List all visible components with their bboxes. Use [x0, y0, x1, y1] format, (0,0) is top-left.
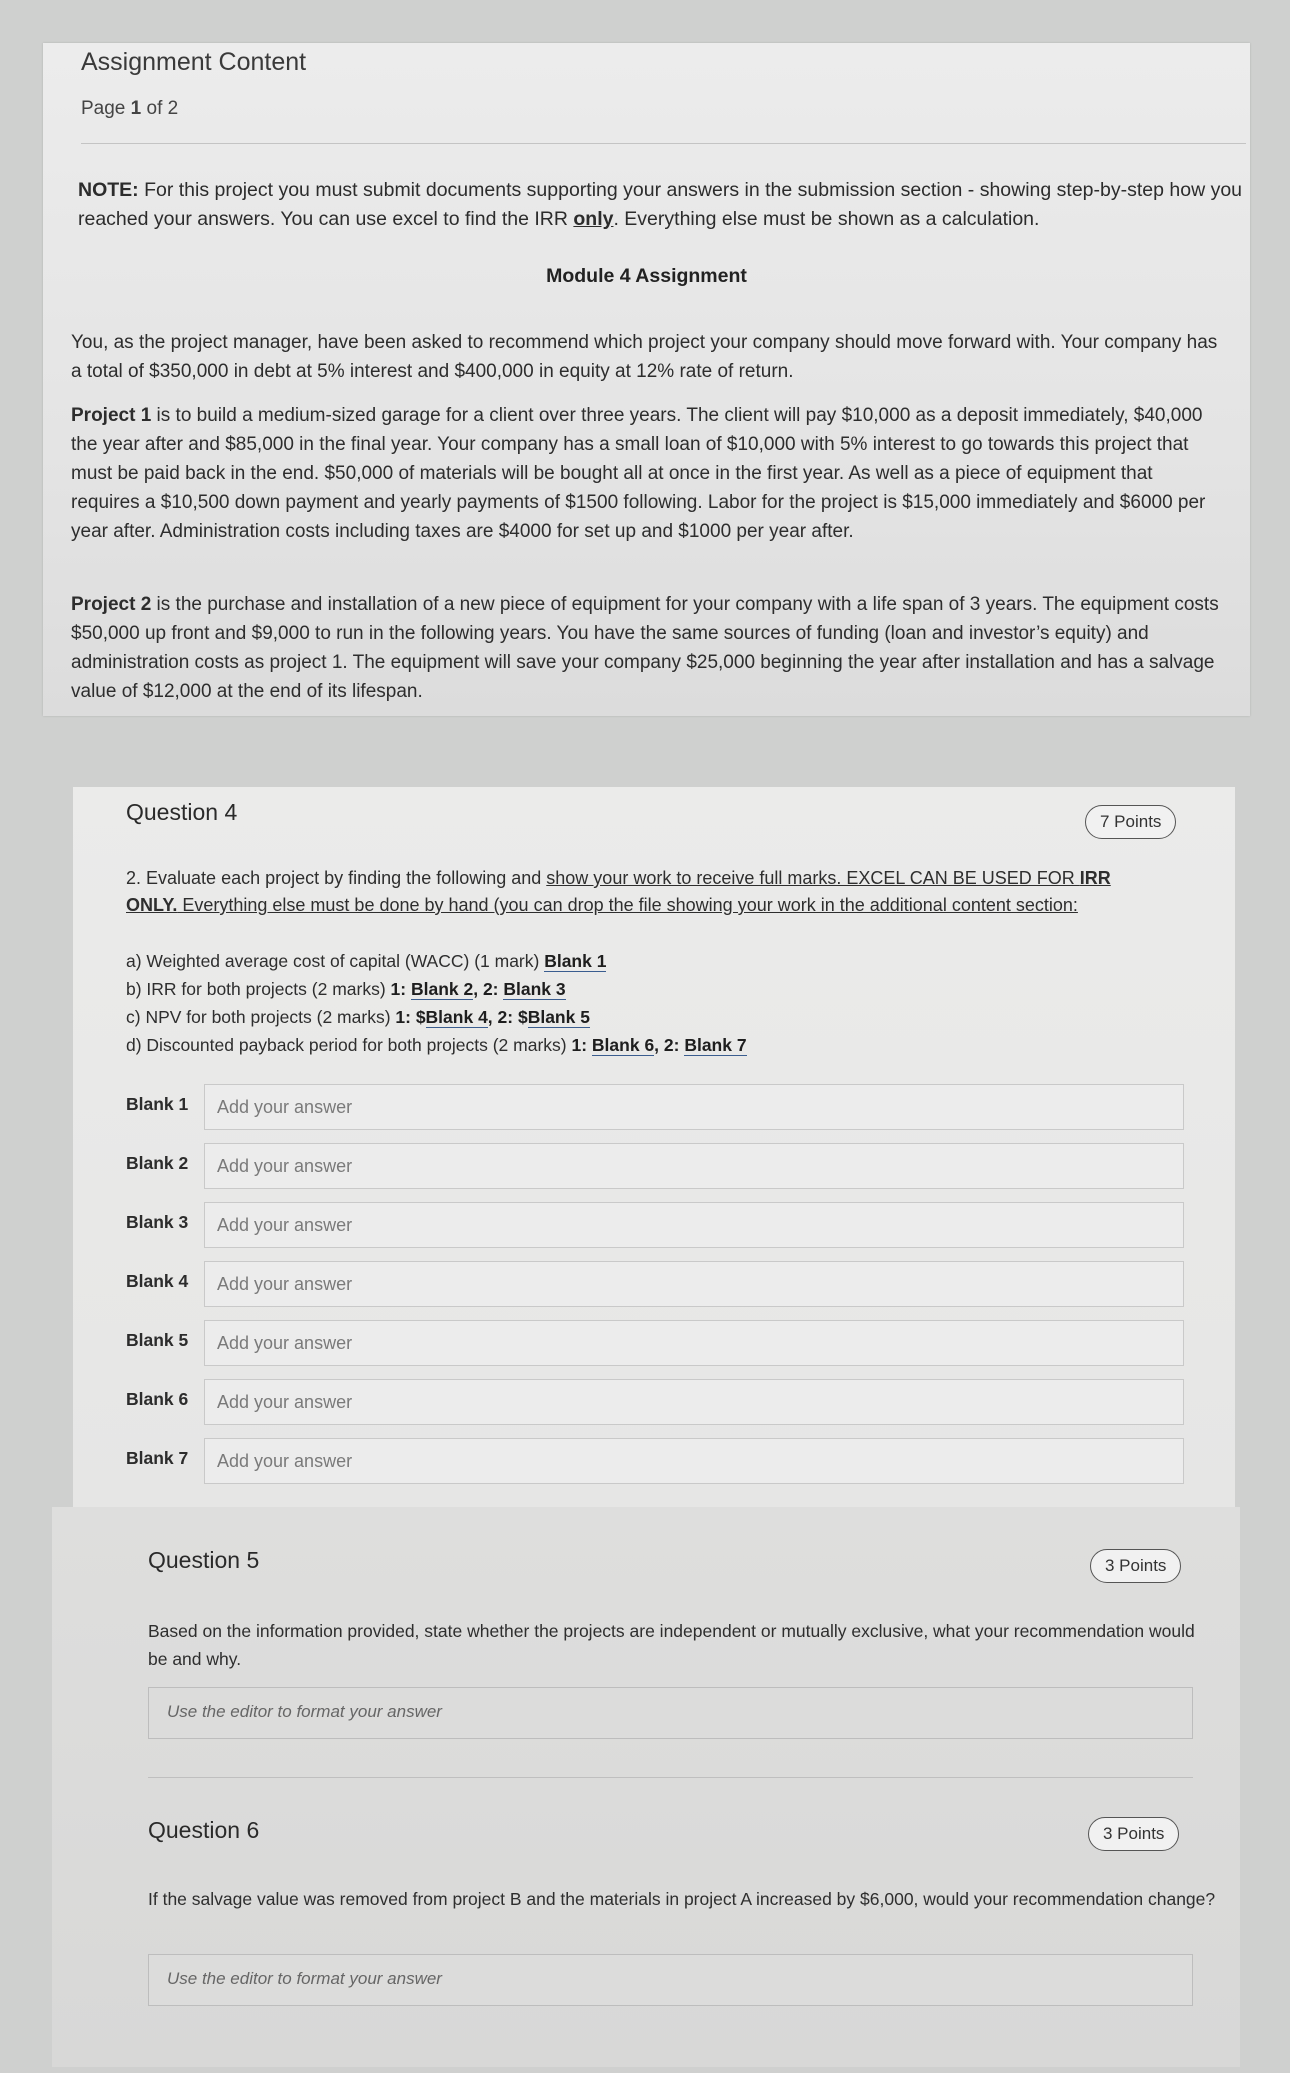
note-paragraph: [78, 176, 1248, 234]
project1-text: is to build a medium-sized garage for a client over three years. The client will pay $10,000 as a deposit immediately, $40,000 the year after and $85,000 in the final year. Your company has a small loan of $10,000 with 5% interest to go towards this project that must be paid back in the end. $50,000 of materials will be bought all at once in the first year. As well as a piece of equipment that requires a $10,500 down payment and yearly payments of $1500 following. Labor for the project is $15,000 immediately and $6000 per year after. Administration costs including taxes are $4000 for set up and $1000 per year after.: [71, 405, 1206, 542]
blank-6-row: [126, 1379, 1181, 1427]
question-5-title: Question 5: [148, 1547, 260, 1573]
list-item: [126, 975, 1026, 1003]
assignment-title: Assignment Content: [81, 48, 307, 76]
question-4-subitems: [126, 947, 1026, 1059]
q4-irr-only[interactable]: IRR ONLY.: [126, 868, 1111, 915]
note-emphasis: only: [573, 208, 614, 230]
question-6-points-badge: 3 Points: [1088, 1817, 1179, 1851]
page-label: Page: [81, 98, 126, 119]
page-indicator: [81, 98, 178, 120]
item-prefix: 1:: [390, 979, 411, 999]
list-item: [126, 1003, 1026, 1031]
blank-5-row: [126, 1320, 1181, 1368]
note-label: NOTE:: [78, 179, 139, 201]
blank-6-label: Blank 6: [126, 1389, 189, 1409]
module-title: Module 4 Assignment: [546, 265, 747, 287]
page-of: of 2: [146, 98, 179, 119]
item-text: b) IRR for both projects (2 marks): [126, 979, 391, 999]
list-item: [126, 947, 1026, 975]
item-text: a) Weighted average cost of capital (WACC) (1 mark): [126, 951, 545, 971]
q4-instruction-link[interactable]: show your work to receive full marks. EXCEL CAN BE USED FOR: [546, 868, 1080, 888]
question-6-prompt: If the salvage value was removed from project B and the materials in project A increased by $6,000, would your recommendation change?: [148, 1889, 1216, 1909]
q4-instruction-link-2[interactable]: Everything else must be done by hand (you can drop the file showing your work in the additional content section:: [177, 895, 1078, 915]
blank-7-label: Blank 7: [126, 1448, 189, 1468]
question-4-prompt: [126, 865, 1126, 919]
question-6-title: Question 6: [148, 1817, 260, 1843]
item-text: c) NPV for both projects (2 marks): [126, 1007, 396, 1027]
blank-7-row: [126, 1438, 1181, 1486]
blank-3-label: Blank 3: [126, 1212, 189, 1232]
intro-paragraph: You, as the project manager, have been asked to recommend which project your company should move forward with. Your company has a total of $350,000 in debt at 5% interest and $400,000 in equity at 12% rate of return.: [71, 332, 1218, 382]
blank-6-input[interactable]: [204, 1379, 1184, 1425]
item-prefix: 1: $: [395, 1007, 426, 1027]
question-6-editor[interactable]: [148, 1954, 1193, 2006]
question-5-editor[interactable]: [148, 1687, 1193, 1739]
blank-1-label: Blank 1: [126, 1094, 189, 1114]
blank-2-input[interactable]: [204, 1143, 1184, 1189]
blank-3-row: [126, 1202, 1181, 1250]
item-sep: , 2:: [654, 1035, 685, 1055]
page-number: 1: [130, 98, 142, 119]
assignment-content-panel: [43, 43, 1250, 716]
blank-4-row: [126, 1261, 1181, 1309]
blank-ref[interactable]: Blank 3: [503, 979, 566, 999]
blank-4-input[interactable]: [204, 1261, 1184, 1307]
blank-2-row: [126, 1143, 1181, 1191]
question-4-points-badge: 7 Points: [1085, 805, 1176, 839]
blank-ref[interactable]: Blank 5: [527, 1007, 590, 1027]
note-text: For this project you must submit documents supporting your answers in the submission section - showing step-by-step how you reached your answers. You can use excel to find the IRR: [78, 179, 1243, 230]
blank-ref[interactable]: Blank 2: [410, 979, 474, 999]
blank-1-input[interactable]: [204, 1084, 1184, 1130]
blank-ref[interactable]: Blank 1: [544, 951, 607, 971]
divider: [148, 1777, 1193, 1778]
question-4-panel: [73, 787, 1235, 1507]
blank-5-label: Blank 5: [126, 1330, 189, 1350]
divider: [81, 143, 1246, 144]
project1-paragraph: [71, 401, 1221, 546]
questions-5-6-panel: [52, 1507, 1240, 2067]
project1-label: Project 1: [71, 405, 152, 426]
q4-intro: 2. Evaluate each project by finding the following and: [126, 868, 547, 888]
blank-7-input[interactable]: [204, 1438, 1184, 1484]
project2-label: Project 2: [71, 594, 152, 615]
blank-5-input[interactable]: [204, 1320, 1184, 1366]
note-text-end: . Everything else must be shown as a calculation.: [613, 208, 1040, 230]
question-4-title: Question 4: [126, 799, 238, 825]
project2-text: is the purchase and installation of a new piece of equipment for your company with a life span of 3 years. The equipment costs $50,000 up front and $9,000 to run in the following years. You have the same sources of funding (loan and investor’s equity) and administration costs as project 1. The equipment will save your company $25,000 beginning the year after installation and has a salvage value of $12,000 at the end of its lifespan.: [71, 594, 1219, 702]
list-item: [126, 1031, 1026, 1059]
item-text: d) Discounted payback period for both projects (2 marks): [126, 1035, 572, 1055]
blank-1-row: [126, 1084, 1181, 1132]
blank-ref[interactable]: Blank 6: [591, 1035, 655, 1055]
blank-3-input[interactable]: [204, 1202, 1184, 1248]
question-5-points-badge: 3 Points: [1090, 1549, 1181, 1583]
item-prefix: 1:: [571, 1035, 592, 1055]
blank-2-label: Blank 2: [126, 1153, 189, 1173]
project2-paragraph: [71, 590, 1221, 706]
item-sep: , 2:: [473, 979, 504, 999]
question-5-prompt: Based on the information provided, state whether the projects are independent or mutually exclusive, what your recommendation would be and why.: [148, 1621, 1195, 1669]
blank-ref[interactable]: Blank 7: [684, 1035, 747, 1055]
blank-ref[interactable]: Blank 4: [425, 1007, 488, 1027]
blank-4-label: Blank 4: [126, 1271, 189, 1291]
item-sep: , 2: $: [487, 1007, 528, 1027]
